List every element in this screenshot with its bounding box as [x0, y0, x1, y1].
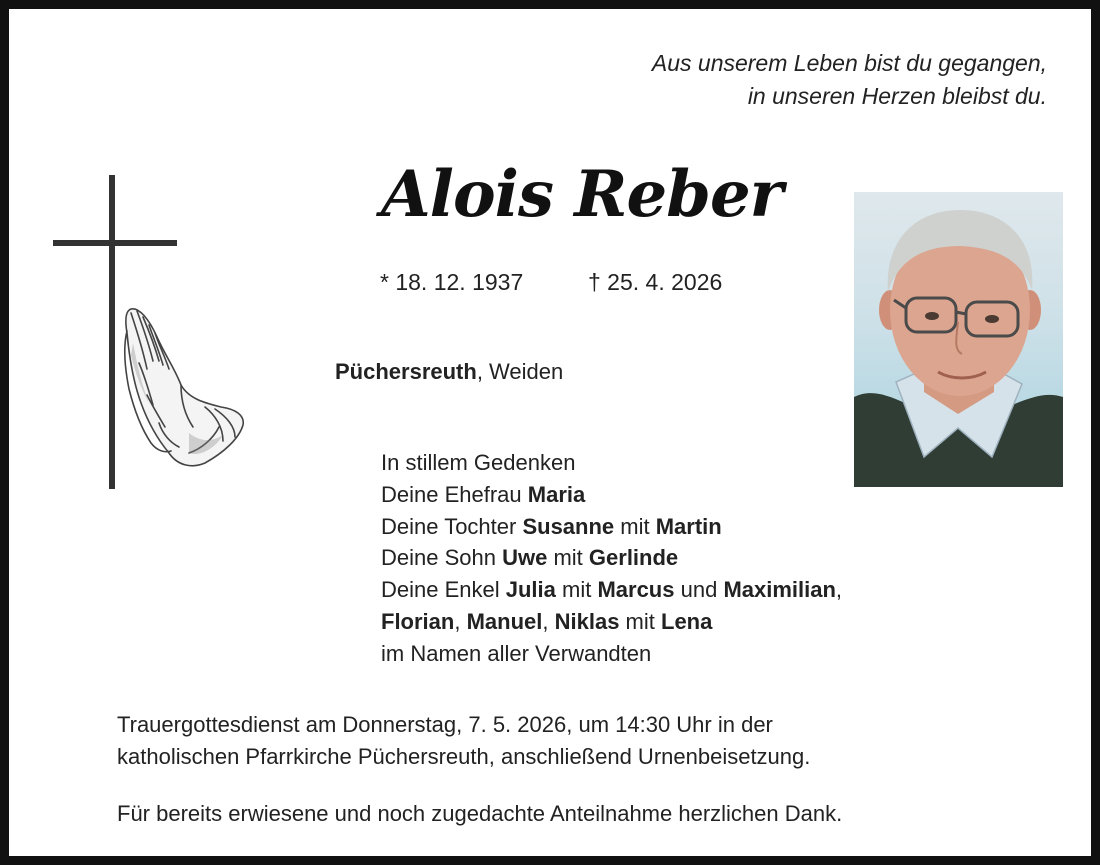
- service-line-2: katholischen Pfarrkirche Püchersreuth, anschließend Urnenbeisetzung.: [117, 744, 811, 769]
- residence-town: Püchersreuth: [335, 359, 477, 384]
- death-date: † 25. 4. 2026: [588, 269, 723, 295]
- motto-line-1: Aus unserem Leben bist du gegangen,: [651, 50, 1047, 76]
- funeral-service-info: [117, 709, 810, 773]
- motto: [652, 47, 1047, 113]
- praying-hands-icon: [119, 303, 247, 471]
- portrait-photo: [854, 192, 1063, 487]
- mourner-line-daughter: Deine Tochter Susanne mit Martin: [381, 513, 722, 539]
- mourners-closing: im Namen aller Verwandten: [381, 640, 652, 666]
- mourners-intro: In stillem Gedenken: [381, 450, 576, 475]
- residence-city: , Weiden: [476, 359, 564, 384]
- mourner-line-son: Deine Sohn Uwe mit Gerlinde: [381, 545, 679, 571]
- residence: [335, 359, 563, 385]
- mourner-line-grandchildren: Deine Enkel Julia mit Marcus und Maximilian,: [381, 577, 843, 603]
- birth-date: * 18. 12. 1937: [380, 269, 524, 295]
- thanks-note: Für bereits erwiesene und noch zugedachte Anteilnahme herzlichen Dank.: [117, 801, 843, 826]
- deceased-name: Alois Reber: [381, 157, 783, 232]
- mourners-list: [381, 447, 842, 670]
- mourner-line-grandchildren-2: Florian, Manuel, Niklas mit Lena: [381, 608, 713, 634]
- service-line-1: Trauergottesdienst am Donnerstag, 7. 5. 2026, um 14:30 Uhr in der: [117, 712, 773, 737]
- motto-line-2: in unseren Herzen bleibst du.: [747, 83, 1047, 109]
- mourner-line-wife: Deine Ehefrau Maria: [381, 481, 586, 507]
